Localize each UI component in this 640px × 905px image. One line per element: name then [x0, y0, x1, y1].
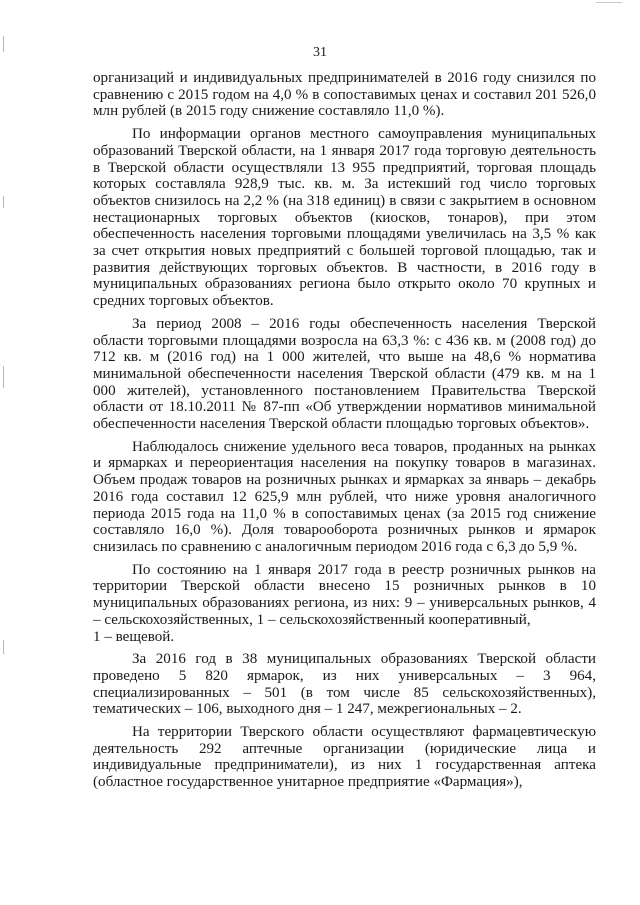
- paragraph-retail-markets-registry: По состоянию на 1 января 2017 года в реестр розничных рынков на территории Тверской области внесено 15 розничных рынков в 10 муниципальных образованиях региона, из них: 9 – универсальных рынков, 4 – сельскохозяйственных, 1 – сельскохозяйственный кооперативный,: [93, 561, 596, 628]
- scan-artifact: [3, 196, 4, 208]
- paragraph-trade-enterprises: По информации органов местного самоуправления муниципальных образований Тверской области, на 1 января 2017 года торговую деятельность в Тверской области осуществляли 13 955 предприятий, торговая площадь которых составляла 928,9 тыс. кв. м. За истекший год число торговых объектов снизилось на 2,2 % (на 318 единиц) в связи с закрытием в основном нестационарных торговых объектов (киосков, тонаров), при этом обеспеченность населения торговыми площадями увеличилась на 3,5 % как за счет открытия новых предприятий с большей торговой площадью, так и развития действующих торговых объектов. В частности, в 2016 году в муниципальных образованиях региона было открыто около 70 крупных и средних торговых объектов.: [93, 126, 596, 310]
- paragraph-pharmacies: На территории Тверского области осуществляют фармацевтическую деятельность 292 аптечные организации (юридические лица и индивидуальные предприниматели), из них 1 государственная аптека (областное государственное унитарное предприятие «Фармация»),: [93, 724, 596, 791]
- paragraph-trade-area-provision: За период 2008 – 2016 годы обеспеченность населения Тверской области торговыми площадями возросла на 63,3 %: с 436 кв. м (2008 год) до 712 кв. м (2016 год) на 1 000 жителей, что выше на 48,6 % норматива минимальной обеспеченности населения Тверской области (479 кв. м на 1 000 жителей), установленного постановлением Правительства Тверской области от 18.10.2011 № 87-пп «Об утверждении нормативов минимальной обеспеченности населения Тверской области площадью торговых объектов».: [93, 315, 596, 433]
- paragraph-fairs-2016: За 2016 год в 38 муниципальных образованиях Тверской области проведено 5 820 ярмарок, из них универсальных – 3 964, специализированных – 501 (в том числе 85 сельскохозяйственных), тематических – 106, выходного дня – 1 247, межрегиональных – 2.: [93, 651, 596, 718]
- scan-artifact: [3, 640, 4, 654]
- paragraph-clothing-market: 1 – вещевой.: [93, 628, 175, 645]
- scan-artifact: [596, 2, 622, 3]
- body-text: [93, 70, 596, 797]
- scan-artifact: [3, 366, 4, 388]
- page-number: 31: [313, 45, 327, 60]
- paragraph-continuation: организаций и индивидуальных предпринимателей в 2016 году снизился по сравнению с 2015 годом на 4,0 % в сопоставимых ценах и составил 201 526,0 млн рублей (в 2015 году снижение составляло 11,0 %).: [93, 70, 596, 120]
- paragraph-markets-fairs-sales: Наблюдалось снижение удельного веса товаров, проданных на рынках и ярмарках и переориентация населения на покупку товаров в магазинах. Объем продаж товаров на розничных рынках и ярмарках за январь – декабрь 2016 года составил 12 625,9 млн рублей, что ниже уровня аналогичного периода 2015 года на 11,0 % в сопоставимых ценах (за 2015 год снижение составляло 16,0 %). Доля товарооборота розничных рынков и ярмарок снизилась по сравнению с аналогичным периодом 2016 года с 6,3 до 5,9 %.: [93, 438, 596, 555]
